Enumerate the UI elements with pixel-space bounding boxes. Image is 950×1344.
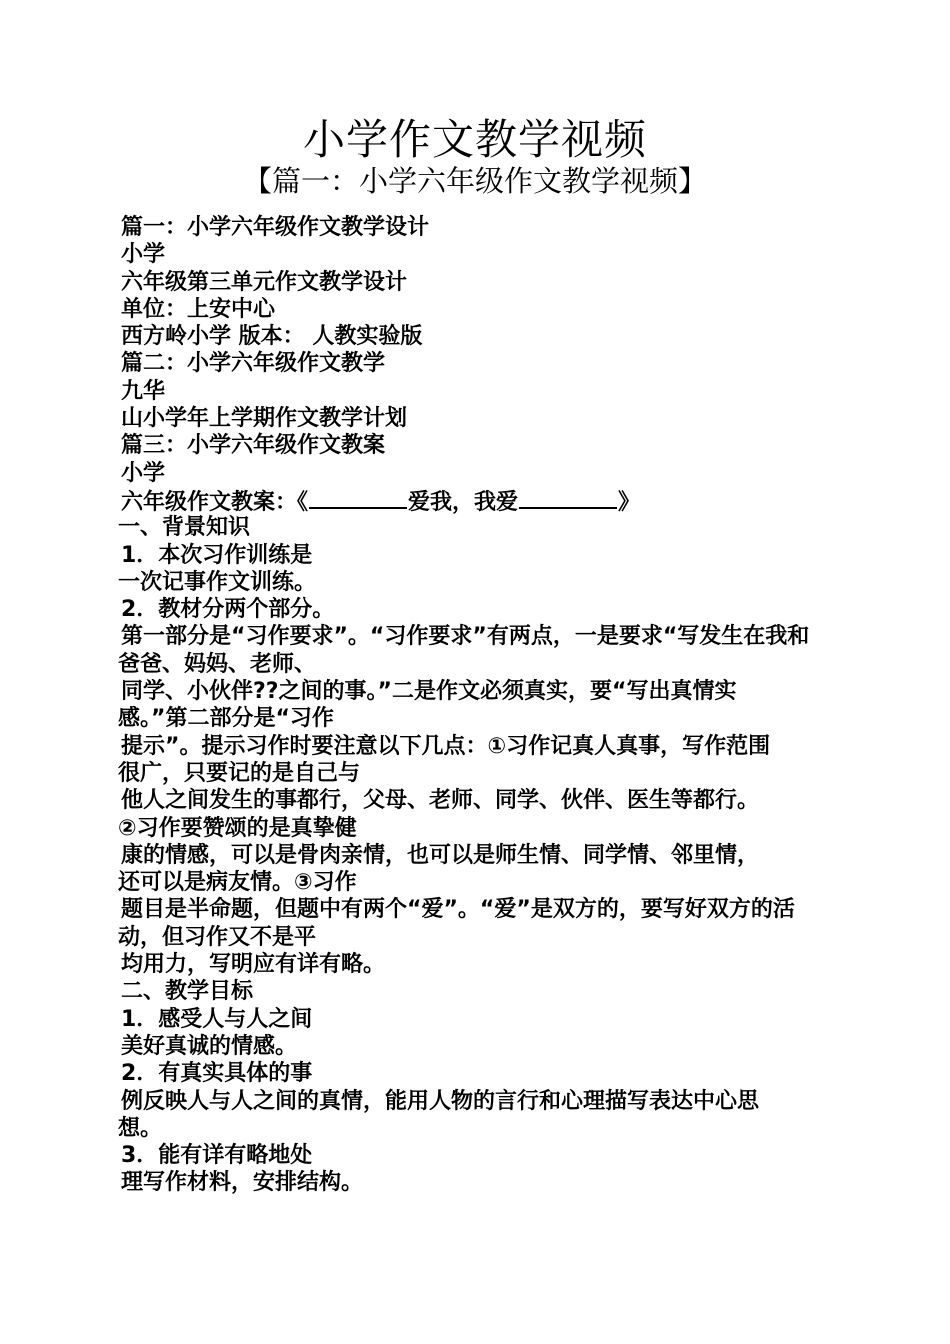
- text-line: 2．教材分两个部分。: [121, 597, 335, 623]
- text-line: 小学: [121, 242, 166, 268]
- lesson-title-suffix: 》: [618, 489, 641, 515]
- text-line: 3．能有详有略地处: [121, 1143, 313, 1169]
- text-line: 第一部分是“习作要求”。“习作要求”有两点，一是要求“写发生在我和: [121, 624, 810, 650]
- document-subtitle: 【篇一：小学六年级作文教学视频】: [242, 164, 707, 198]
- section-heading: 二、教学目标: [121, 979, 254, 1005]
- text-line: 六年级第三单元作文教学设计: [121, 269, 408, 295]
- text-line: ②习作要赞颂的是真挚健: [118, 815, 357, 841]
- document-title: 小学作文教学视频: [302, 115, 647, 164]
- text-line: 1．感受人与人之间: [121, 1006, 313, 1032]
- text-line: 西方岭小学 版本： 人教实验版: [121, 324, 423, 350]
- text-line: 他人之间发生的事都行，父母、老师、同学、伙伴、医生等都行。: [121, 788, 760, 814]
- text-line: 篇一：小学六年级作文教学设计: [121, 215, 430, 240]
- text-line: 一次记事作文训练。: [118, 569, 317, 595]
- text-line: 2．有真实具体的事: [121, 1061, 313, 1087]
- lesson-title-prefix: 六年级作文教案：《: [121, 489, 309, 515]
- text-line: 美好真诚的情感。: [121, 1033, 298, 1059]
- text-line: 例反映人与人之间的真情，能用人物的言行和心理描写表达中心思: [121, 1088, 760, 1114]
- fill-blank: [309, 487, 407, 509]
- fill-blank: [519, 487, 617, 509]
- text-line: 九华: [121, 378, 166, 404]
- text-line: 感。”第二部分是“习作: [118, 706, 334, 732]
- text-line: 篇三：小学六年级作文教案: [121, 433, 386, 459]
- text-line: 均用力，写明应有详有略。: [121, 952, 386, 978]
- document-body: [118, 214, 838, 1197]
- lesson-title-line: [118, 487, 838, 514]
- text-line: 小学: [121, 460, 166, 486]
- text-line: 爸爸、妈妈、老师、: [118, 651, 317, 677]
- section-heading: 一、背景知识: [118, 515, 251, 541]
- text-line: 康的情感，可以是骨肉亲情，也可以是师生情、同学情、邻里情，: [121, 842, 760, 868]
- text-line: 提示”。提示习作时要注意以下几点：①习作记真人真事，写作范围: [121, 733, 771, 759]
- text-line: 想。: [118, 1115, 163, 1141]
- text-line: 山小学年上学期作文教学计划: [121, 406, 408, 432]
- text-line: 1．本次习作训练是: [121, 542, 313, 568]
- text-line: 很广，只要记的是自己与: [118, 760, 361, 786]
- text-line: 动，但习作又不是平: [118, 924, 317, 950]
- text-line: 单位：上安中心: [121, 296, 276, 322]
- text-line: 篇二：小学六年级作文教学: [121, 351, 386, 377]
- text-line: 理写作材料，安排结构。: [121, 1170, 364, 1196]
- text-line: 还可以是病友情。③习作: [118, 870, 357, 896]
- text-line: 题目是半命题，但题中有两个“爱”。“爱”是双方的，要写好双方的活: [121, 897, 795, 923]
- lesson-title-middle: 爱我，我爱: [408, 489, 519, 515]
- text-line: 同学、小伙伴??之间的事。”二是作文必须真实，要“写出真情实: [121, 679, 737, 705]
